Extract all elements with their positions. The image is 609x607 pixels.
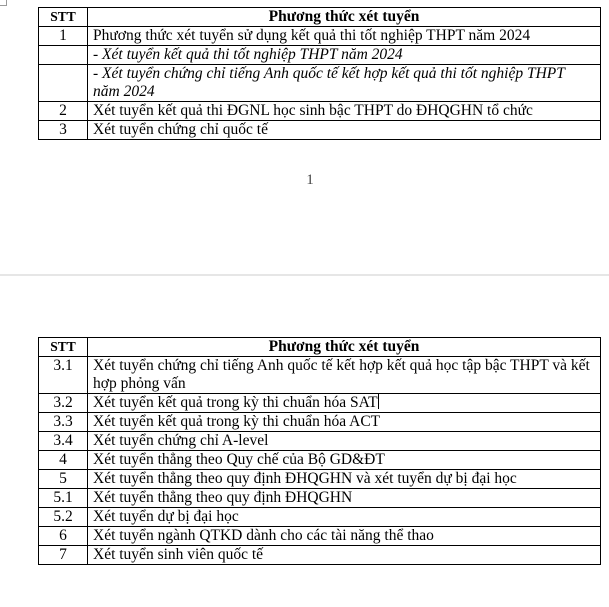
- table-row: [39, 65, 601, 102]
- header-stt: STT: [39, 8, 88, 27]
- row-method[interactable]: Xét tuyển dự bị đại học: [88, 508, 601, 527]
- header-method: Phương thức xét tuyển: [88, 8, 601, 27]
- row-stt[interactable]: 3.2: [39, 394, 88, 413]
- table-header-row: [39, 8, 601, 27]
- admission-methods-table-1: [38, 7, 601, 140]
- row-stt[interactable]: 7: [39, 546, 88, 565]
- row-method[interactable]: [88, 394, 601, 413]
- admission-methods-table-2: [38, 337, 601, 565]
- table-row: [39, 546, 601, 565]
- table-row: [39, 413, 601, 432]
- row-stt[interactable]: 1: [39, 27, 88, 46]
- row-method-text: Xét tuyển kết quả trong kỳ thi chuẩn hóa SAT: [93, 394, 378, 411]
- page-number: 1: [306, 172, 314, 188]
- table-row: [39, 451, 601, 470]
- row-stt[interactable]: [39, 46, 88, 65]
- row-method[interactable]: Phương thức xét tuyển sử dụng kết quả thi tốt nghiệp THPT năm 2024: [88, 27, 601, 46]
- row-method[interactable]: - Xét tuyển chứng chỉ tiếng Anh quốc tế kết hợp kết quả thi tốt nghiệp THPT năm 2024: [88, 65, 601, 102]
- row-method[interactable]: - Xét tuyển kết quả thi tốt nghiệp THPT năm 2024: [88, 46, 601, 65]
- row-method[interactable]: Xét tuyển chứng chỉ quốc tế: [88, 121, 601, 140]
- table-row: [39, 470, 601, 489]
- row-stt[interactable]: [39, 65, 88, 102]
- row-method[interactable]: Xét tuyển thẳng theo quy định ĐHQGHN: [88, 489, 601, 508]
- row-method[interactable]: Xét tuyển thẳng theo Quy chế của Bộ GD&ĐT: [88, 451, 601, 470]
- row-method[interactable]: Xét tuyển chứng chỉ A-level: [88, 432, 601, 451]
- table-row: [39, 508, 601, 527]
- row-stt[interactable]: 5.1: [39, 489, 88, 508]
- row-stt[interactable]: 4: [39, 451, 88, 470]
- text-boundary-mark: [0, 0, 7, 6]
- table-row: [39, 46, 601, 65]
- row-stt[interactable]: 6: [39, 527, 88, 546]
- text-cursor: [378, 394, 379, 409]
- table-row: [39, 102, 601, 121]
- table-row: [39, 394, 601, 413]
- row-method[interactable]: Xét tuyển thẳng theo quy định ĐHQGHN và xét tuyển dự bị đại học: [88, 470, 601, 489]
- header-stt: STT: [39, 338, 88, 357]
- header-method: Phương thức xét tuyển: [88, 338, 601, 357]
- row-stt[interactable]: 5: [39, 470, 88, 489]
- row-method[interactable]: Xét tuyển sinh viên quốc tế: [88, 546, 601, 565]
- row-stt[interactable]: 5.2: [39, 508, 88, 527]
- row-stt[interactable]: 3: [39, 121, 88, 140]
- row-stt[interactable]: 3.3: [39, 413, 88, 432]
- row-method[interactable]: Xét tuyển ngành QTKD dành cho các tài năng thể thao: [88, 527, 601, 546]
- row-method[interactable]: Xét tuyển kết quả thi ĐGNL học sinh bậc THPT do ĐHQGHN tổ chức: [88, 102, 601, 121]
- table-header-row: [39, 338, 601, 357]
- table-row: [39, 489, 601, 508]
- row-method[interactable]: Xét tuyển chứng chỉ tiếng Anh quốc tế kết hợp kết quả học tập bậc THPT và kết hợp phỏng vấn: [88, 357, 601, 394]
- row-method[interactable]: Xét tuyển kết quả trong kỳ thi chuẩn hóa ACT: [88, 413, 601, 432]
- table-row: [39, 432, 601, 451]
- table-row: [39, 357, 601, 394]
- row-stt[interactable]: 2: [39, 102, 88, 121]
- table-row: [39, 27, 601, 46]
- row-stt[interactable]: 3.4: [39, 432, 88, 451]
- table-row: [39, 121, 601, 140]
- row-stt[interactable]: 3.1: [39, 357, 88, 394]
- table-row: [39, 527, 601, 546]
